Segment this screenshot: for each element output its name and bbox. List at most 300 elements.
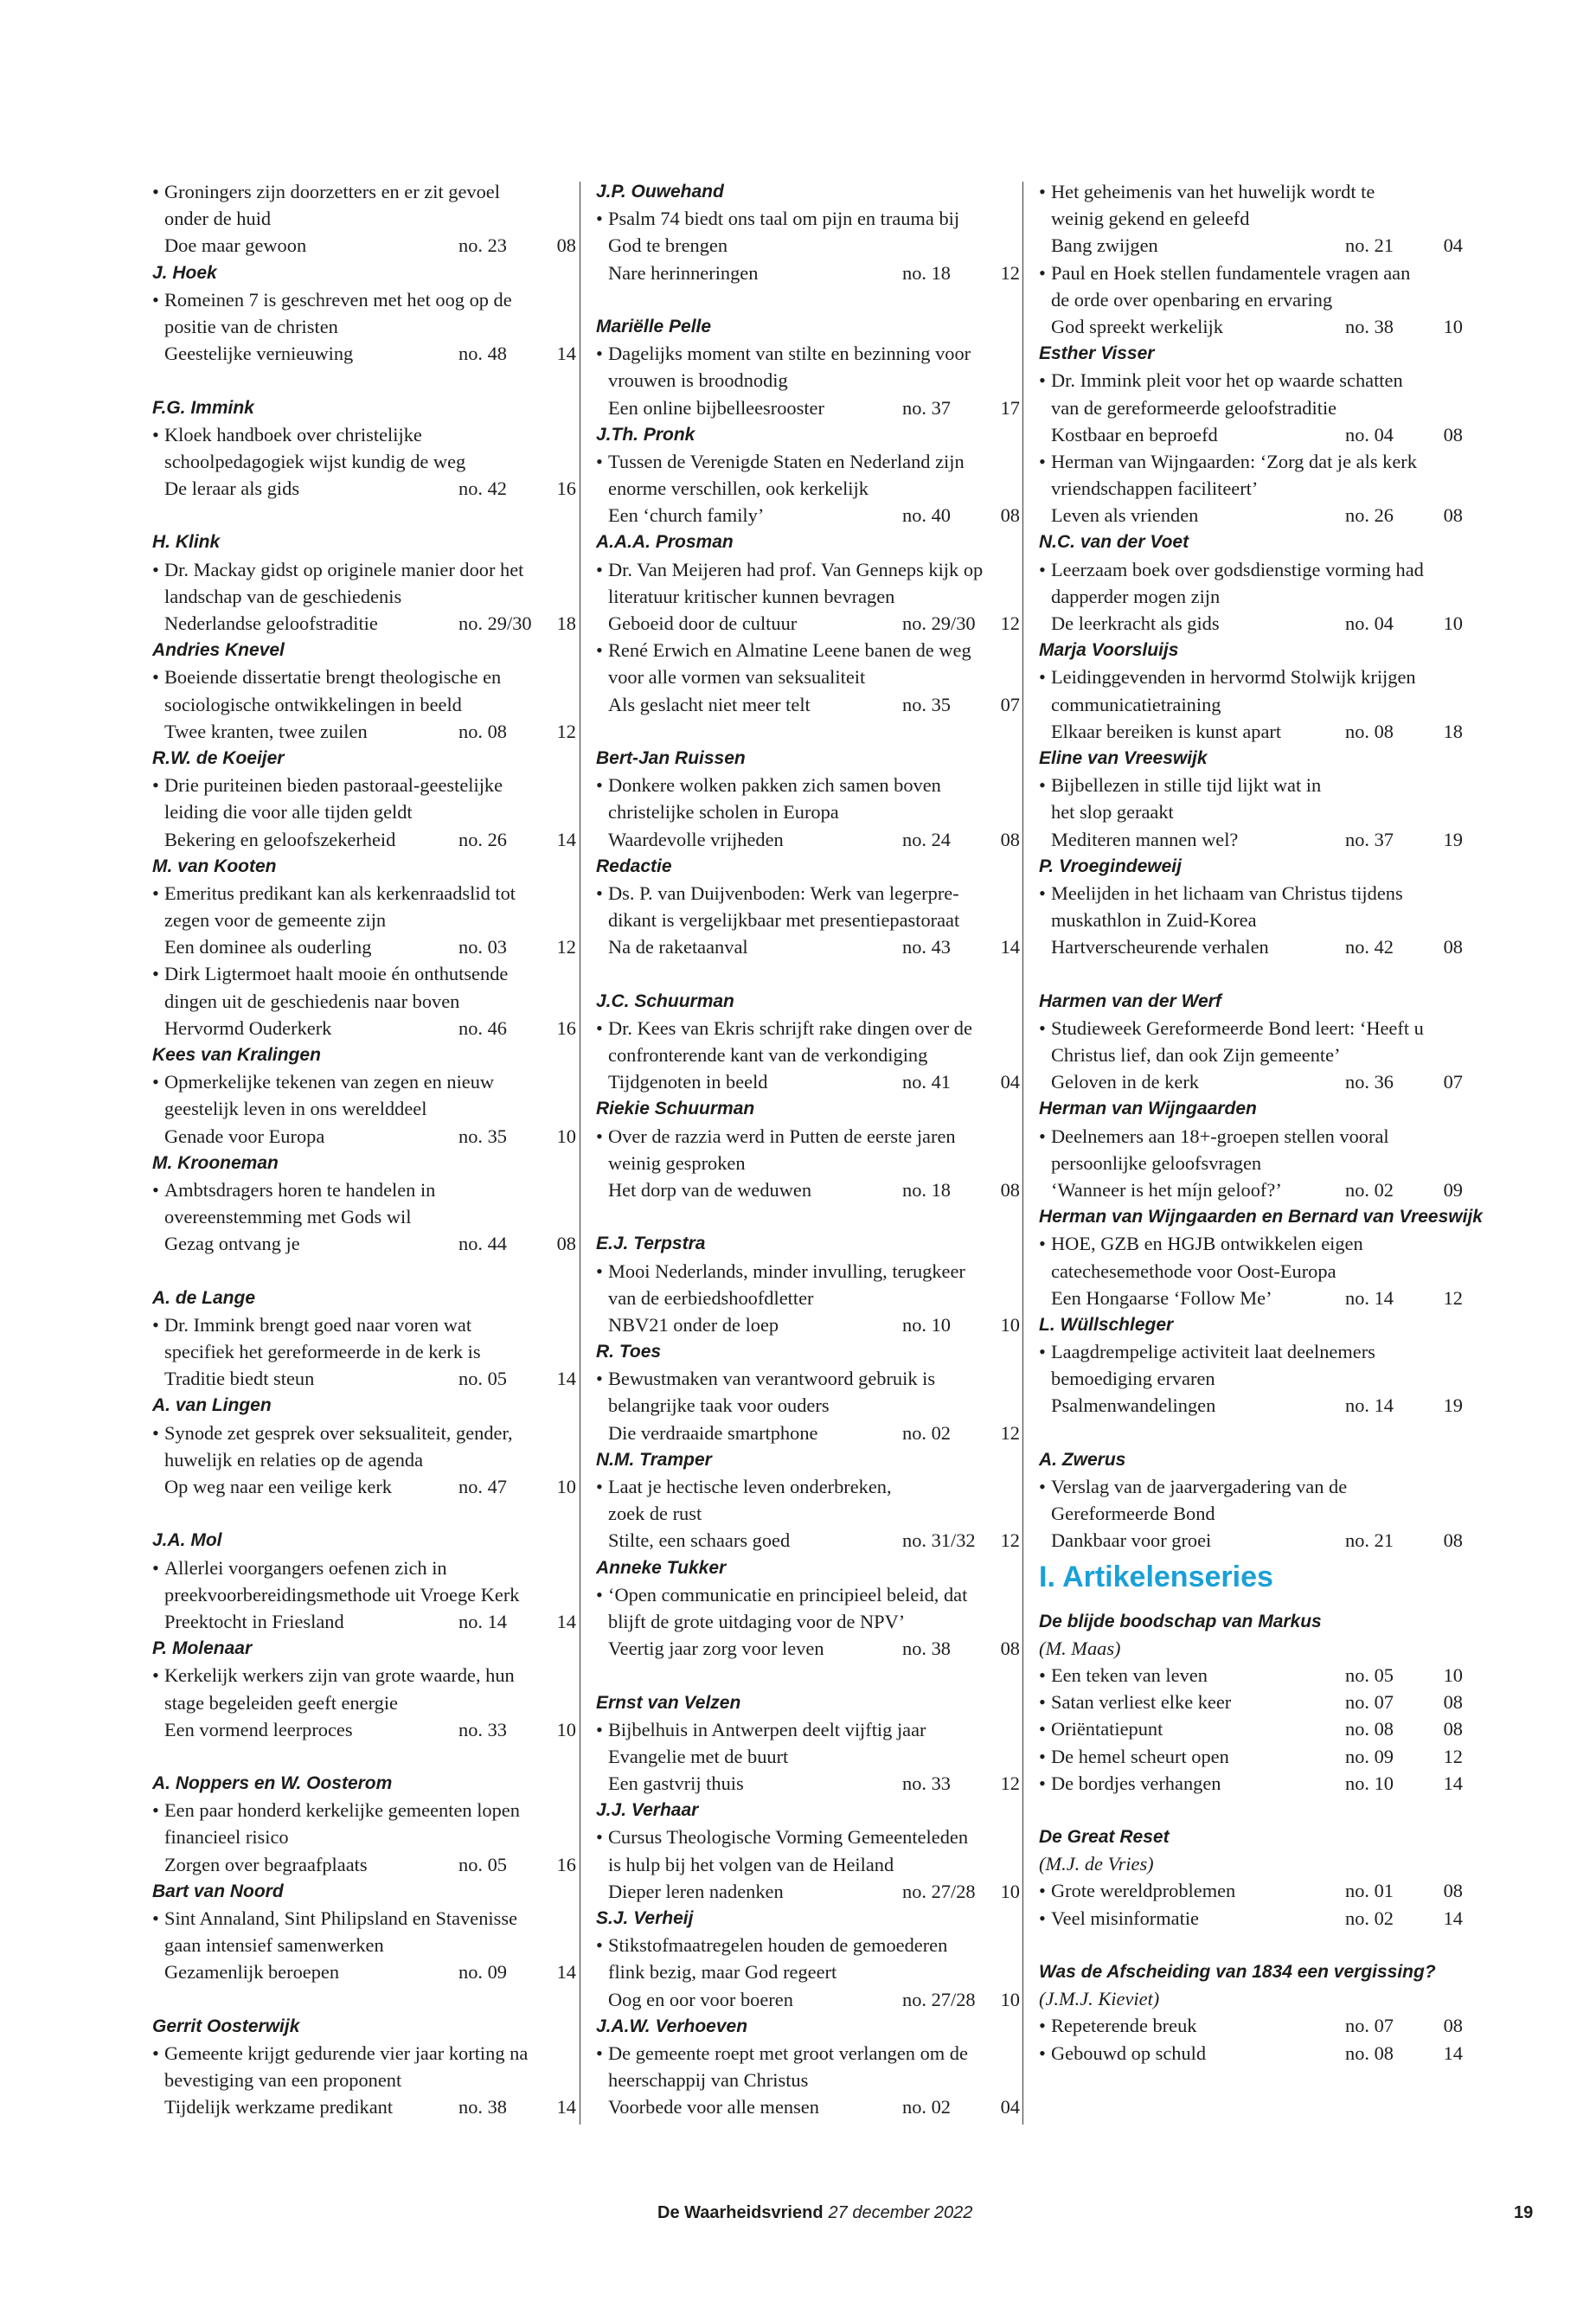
- bullet-icon: •: [596, 1718, 603, 1740]
- author-name: Esther Visser: [1039, 343, 1155, 364]
- entry-title: Waardevolle vrijheden: [608, 828, 784, 850]
- entry-title: Een Hongaarse ‘Follow Me’: [1051, 1286, 1272, 1309]
- issue-number: no. 07: [1345, 2015, 1394, 2037]
- spacer: [1039, 960, 1463, 987]
- author-name: Anneke Tukker: [596, 1557, 727, 1578]
- entry-reference: [1039, 610, 1463, 637]
- page-number-ref: 07: [1443, 1071, 1463, 1093]
- entry-reference: [1039, 1392, 1463, 1419]
- entry-title: Een online bijbelleesrooster: [608, 396, 824, 419]
- entry-title: Nederlandse geloofstraditie: [164, 612, 378, 634]
- bullet-icon: •: [1039, 1476, 1046, 1497]
- entry-description: [1039, 286, 1463, 313]
- description-text: positie van de christen: [164, 315, 338, 337]
- entry-title: Bang zwijgen: [1051, 234, 1158, 257]
- page-number-ref: 08: [1443, 423, 1463, 445]
- entry-reference: [596, 826, 1020, 853]
- entry-description: [152, 1797, 576, 1823]
- issue-number: no. 31/32: [902, 1529, 976, 1552]
- page-number-ref: 12: [556, 936, 576, 958]
- description-text: Romeinen 7 is geschreven met het oog op de: [164, 288, 512, 311]
- bullet-icon: •: [152, 1421, 159, 1444]
- description-text: gaan intensief samenwerken: [164, 1934, 384, 1957]
- entry-reference: [152, 1473, 576, 1500]
- description-text: Mooi Nederlands, minder invulling, terugkeer: [608, 1259, 965, 1282]
- entry-description: [152, 1420, 576, 1446]
- entry-title: Geloven in de kerk: [1051, 1071, 1199, 1093]
- page-number-ref: 10: [1443, 315, 1463, 337]
- bullet-icon: •: [1039, 881, 1046, 904]
- description-text: Gereformeerde Bond: [1051, 1503, 1215, 1525]
- entry-description: [596, 1015, 1020, 1042]
- entry-description: [152, 313, 576, 340]
- entry-title: Nare herinneringen: [608, 261, 759, 284]
- description-text: Laagdrempelige activiteit laat deelnemers: [1051, 1341, 1375, 1363]
- entry-description: [152, 583, 576, 610]
- index-entry: [596, 178, 1020, 313]
- index-entry: [596, 1446, 1020, 1554]
- page-number-ref: 08: [1443, 2015, 1463, 2037]
- bullet-icon: •: [1039, 1233, 1046, 1255]
- issue-number: no. 04: [1345, 612, 1394, 634]
- issue-number: no. 38: [458, 2096, 507, 2118]
- entry-reference: [152, 1123, 576, 1150]
- bullet-icon: •: [1039, 666, 1046, 689]
- entry-description: [152, 1823, 576, 1850]
- entry-title: NBV21 onder de loep: [608, 1313, 779, 1336]
- description-text: Bijbelhuis in Antwerpen deelt vijftig jaar: [608, 1718, 926, 1740]
- entry-reference: [152, 826, 576, 853]
- description-text: Een paar honderd kerkelijke gemeenten lopen: [164, 1799, 520, 1822]
- description-text: Stikstofmaatregelen houden de gemoederen: [608, 1934, 948, 1957]
- entry-reference: [1039, 1527, 1463, 1554]
- author-name: A. Zwerus: [1039, 1449, 1126, 1470]
- bullet-icon: •: [1039, 558, 1046, 580]
- entry-description: [152, 1068, 576, 1095]
- entry-title: Een ‘church family’: [608, 504, 765, 527]
- author-name: Riekie Schuurman: [596, 1099, 755, 1119]
- series-item-label: Een teken van leven: [1051, 1663, 1208, 1686]
- description-text: Psalm 74 biedt ons taal om pijn en trauma bij: [608, 208, 960, 230]
- entry-reference: [152, 1365, 576, 1392]
- issue-number: no. 38: [902, 1638, 951, 1660]
- entry-description: [1039, 583, 1463, 610]
- entry-reference: [1039, 1176, 1463, 1203]
- entry-description: [1039, 691, 1463, 718]
- index-entry: [596, 745, 1020, 853]
- index-entry: [1039, 260, 1463, 341]
- index-entry: [152, 1042, 576, 1150]
- entry-title: Na de raketaanval: [608, 936, 748, 958]
- bullet-icon: •: [596, 881, 603, 904]
- bullet-icon: •: [152, 288, 159, 311]
- entry-description: [1039, 1123, 1463, 1150]
- entry-reference: [596, 260, 1020, 286]
- entry-title: Leven als vrienden: [1051, 504, 1199, 527]
- issue-number: no. 26: [458, 828, 507, 850]
- issue-number: no. 08: [458, 720, 507, 742]
- index-entry: [152, 853, 576, 961]
- entry-reference: [596, 610, 1020, 637]
- page-number-ref: 08: [1000, 1638, 1020, 1660]
- entry-description: [152, 178, 576, 205]
- entry-description: [596, 1150, 1020, 1176]
- spacer: [596, 1203, 1020, 1230]
- entry-description: [152, 907, 576, 933]
- author-name: J.C. Schuurman: [596, 990, 734, 1011]
- issue-number: no. 24: [902, 828, 951, 850]
- issue-number: no. 08: [1345, 720, 1394, 742]
- bullet-icon: •: [152, 1907, 159, 1929]
- page-footer: [657, 2203, 972, 2223]
- issue-number: no. 48: [458, 343, 507, 365]
- issue-number: no. 29/30: [902, 612, 976, 634]
- entry-title: Een gastvrij thuis: [608, 1772, 744, 1795]
- issue-number: no. 02: [902, 1421, 951, 1444]
- entry-description: [152, 772, 576, 798]
- page-number-ref: 08: [1443, 1691, 1463, 1714]
- entry-description: [152, 1905, 576, 1932]
- entry-reference: [1039, 313, 1463, 340]
- description-text: Leidinggevenden in hervormd Stolwijk krijgen: [1051, 666, 1416, 689]
- issue-number: no. 14: [458, 1610, 507, 1632]
- entry-description: [596, 475, 1020, 502]
- bullet-icon: •: [1039, 181, 1046, 202]
- page-number-ref: 08: [1443, 936, 1463, 958]
- index-entry: [152, 960, 576, 1042]
- issue-number: no. 38: [1345, 315, 1394, 337]
- author-name: R. Toes: [596, 1342, 662, 1362]
- index-entry: [152, 1635, 576, 1770]
- issue-number: no. 18: [902, 1178, 951, 1201]
- page-number-ref: 10: [1000, 1988, 1020, 2010]
- bullet-icon: •: [596, 1125, 603, 1147]
- entry-title: Veertig jaar zorg voor leven: [608, 1638, 824, 1660]
- entry-description: [152, 1554, 576, 1581]
- page-number-ref: 08: [556, 1233, 576, 1255]
- description-text: Meelijden in het lichaam van Christus tijdens: [1051, 881, 1403, 904]
- description-text: van de eerbiedshoofdletter: [608, 1286, 814, 1309]
- entry-description: [596, 1258, 1020, 1285]
- entry-title: Als geslacht niet meer telt: [608, 693, 811, 715]
- entry-description: [152, 556, 576, 583]
- author-name: M. Krooneman: [152, 1152, 279, 1173]
- series-author: (J.M.J. Kieviet): [1039, 1988, 1160, 2010]
- bullet-icon: •: [1039, 2015, 1046, 2037]
- index-entry: [1039, 448, 1463, 529]
- entry-title: Psalmenwandelingen: [1051, 1394, 1216, 1417]
- entry-description: [152, 988, 576, 1015]
- entry-description: [152, 1176, 576, 1203]
- entry-description: [152, 1662, 576, 1689]
- spacer: [152, 1743, 576, 1770]
- issue-number: no. 14: [1345, 1394, 1394, 1417]
- entry-description: [596, 1958, 1020, 1985]
- author-name: A. de Lange: [152, 1287, 256, 1308]
- series-item-label: De hemel scheurt open: [1051, 1745, 1229, 1767]
- entry-reference: [1039, 933, 1463, 960]
- entry-reference: [152, 1015, 576, 1042]
- description-text: Allerlei voorgangers oefenen zich in: [164, 1556, 447, 1579]
- description-text: voor alle vormen van seksualiteit: [608, 666, 866, 689]
- entry-title: Tijdelijk werkzame predikant: [164, 2096, 394, 2118]
- entry-reference: [596, 1420, 1020, 1446]
- bullet-icon: •: [152, 2041, 159, 2064]
- bullet-icon: •: [1039, 774, 1046, 797]
- description-text: Deelnemers aan 18+-groepen stellen vooral: [1051, 1125, 1389, 1147]
- page-number-ref: 18: [556, 612, 576, 634]
- author-name: M. van Kooten: [152, 856, 277, 876]
- index-entry: [596, 1797, 1020, 1905]
- index-entry: [1039, 1095, 1463, 1203]
- index-entry: [596, 2013, 1020, 2121]
- bullet-icon: •: [596, 1583, 603, 1606]
- entry-title: God spreekt werkelijk: [1051, 315, 1223, 337]
- issue-number: no. 14: [1345, 1286, 1394, 1309]
- series-item: [1039, 1662, 1463, 1689]
- series-title: De blijde boodschap van Markus: [1039, 1611, 1322, 1631]
- description-text: Evangelie met de buurt: [608, 1745, 789, 1767]
- spacer: [152, 1986, 576, 2013]
- series-item: [1039, 2012, 1463, 2039]
- index-entry: [596, 853, 1020, 988]
- entry-title: Traditie biedt steun: [164, 1368, 315, 1390]
- page-number-ref: 12: [1000, 1421, 1020, 1444]
- entry-title: De leraar als gids: [164, 478, 300, 500]
- entry-description: [152, 663, 576, 690]
- page-number-ref: 14: [1443, 1907, 1463, 1929]
- description-text: specifiek het gereformeerde in de kerk is: [164, 1341, 481, 1363]
- description-text: De gemeente roept met groot verlangen om de: [608, 2041, 968, 2064]
- bullet-icon: •: [1039, 2041, 1046, 2064]
- entry-title: Zorgen over begraafplaats: [164, 1853, 368, 1875]
- index-column-3: [1039, 178, 1483, 2067]
- page-number-ref: 12: [1000, 1529, 1020, 1552]
- page-number-ref: 10: [1000, 1880, 1020, 1902]
- author-name: J.Th. Pronk: [596, 424, 695, 445]
- page-number-ref: 12: [1000, 612, 1020, 634]
- index-entry: [596, 529, 1020, 637]
- entry-reference: [596, 394, 1020, 421]
- issue-number: no. 01: [1345, 1880, 1394, 1902]
- entry-reference: [596, 1527, 1020, 1554]
- bullet-icon: •: [596, 1016, 603, 1039]
- entry-description: [596, 448, 1020, 475]
- bullet-icon: •: [596, 343, 603, 365]
- entry-reference: [152, 1716, 576, 1743]
- page-number-ref: 08: [1000, 828, 1020, 850]
- entry-reference: [596, 2093, 1020, 2120]
- description-text: persoonlijke geloofsvragen: [1051, 1151, 1262, 1174]
- index-entry: [152, 260, 576, 394]
- entry-description: [1039, 907, 1463, 933]
- entry-title: Gezag ontvang je: [164, 1233, 300, 1255]
- entry-description: [152, 880, 576, 907]
- index-entry: [152, 1770, 576, 1878]
- entry-title: Genade voor Europa: [164, 1125, 325, 1147]
- entry-reference: [152, 2093, 576, 2120]
- entry-description: [152, 960, 576, 987]
- description-text: Het geheimenis van het huwelijk wordt te: [1051, 181, 1375, 202]
- entry-title: De leerkracht als gids: [1051, 612, 1220, 634]
- bullet-icon: •: [596, 558, 603, 580]
- bullet-icon: •: [596, 774, 603, 797]
- index-entry: [596, 1230, 1020, 1338]
- page-number: 19: [1514, 2203, 1534, 2222]
- bullet-icon: •: [1039, 1907, 1046, 1929]
- index-entry: [1039, 637, 1463, 745]
- issue-number: no. 42: [458, 478, 507, 500]
- description-text: communicatietraining: [1051, 693, 1221, 715]
- page-number-ref: 12: [1000, 261, 1020, 284]
- entry-title: Dieper leren nadenken: [608, 1880, 784, 1902]
- author-name: E.J. Terpstra: [596, 1234, 706, 1254]
- author-name: J.P. Ouwehand: [596, 182, 724, 202]
- issue-number: no. 26: [1345, 504, 1394, 527]
- entry-description: [596, 205, 1020, 232]
- author-name: A.A.A. Prosman: [596, 532, 734, 553]
- issue-number: no. 43: [902, 936, 951, 958]
- entry-title: Hervormd Ouderkerk: [164, 1016, 332, 1039]
- entry-description: [152, 286, 576, 313]
- bullet-icon: •: [152, 963, 159, 985]
- entry-title: Oog en oor voor boeren: [608, 1988, 793, 2010]
- author-name: J.A. Mol: [152, 1530, 222, 1551]
- entry-reference: [1039, 421, 1463, 448]
- index-entry: [1039, 988, 1463, 1096]
- description-text: dikant is vergelijkbaar met presentiepastoraat: [608, 909, 960, 932]
- bullet-icon: •: [1039, 1341, 1046, 1363]
- bullet-icon: •: [152, 1664, 159, 1687]
- description-text: confronterende kant van de verkondiging: [608, 1044, 928, 1066]
- description-text: literatuur kritischer kunnen bevragen: [608, 585, 895, 607]
- description-text: muskathlon in Zuid-Korea: [1051, 909, 1257, 932]
- issue-number: no. 04: [1345, 423, 1394, 445]
- entry-description: [596, 1473, 1020, 1500]
- description-text: Tussen de Verenigde Staten en Nederland zijn: [608, 450, 965, 472]
- description-text: bevestiging van een proponent: [164, 2069, 402, 2092]
- description-text: is hulp bij het volgen van de Heiland: [608, 1853, 894, 1875]
- index-entry: [596, 421, 1020, 529]
- spacer: [152, 502, 576, 529]
- description-text: Over de razzia werd in Putten de eerste jaren: [608, 1125, 956, 1147]
- series-heading: I. Artikelenseries: [1039, 1560, 1273, 1593]
- entry-reference: [596, 1176, 1020, 1203]
- description-text: Kloek handboek over christelijke: [164, 423, 422, 445]
- bullet-icon: •: [152, 1313, 159, 1336]
- issue-number: no. 42: [1345, 936, 1394, 958]
- index-entry: [1039, 340, 1463, 448]
- page-number-ref: 17: [1000, 396, 1020, 419]
- issue-number: no. 36: [1345, 1071, 1394, 1093]
- description-text: René Erwich en Almatine Leene banen de weg: [608, 639, 971, 662]
- entry-description: [1039, 1150, 1463, 1176]
- index-column-2: [596, 178, 1020, 2121]
- bullet-icon: •: [596, 639, 603, 662]
- author-name: N.C. van der Voet: [1039, 532, 1189, 553]
- issue-number: no. 40: [902, 504, 951, 527]
- entry-description: [1039, 663, 1463, 690]
- description-text: Studieweek Gereformeerde Bond leert: ‘Heeft u: [1051, 1016, 1424, 1039]
- issue-number: no. 10: [902, 1313, 951, 1336]
- entry-description: [1039, 1230, 1463, 1257]
- entry-title: Dankbaar voor groei: [1051, 1529, 1212, 1552]
- entry-description: [152, 421, 576, 448]
- index-entry: [596, 988, 1020, 1096]
- author-name: Kees van Kralingen: [152, 1045, 321, 1065]
- entry-reference: [1039, 232, 1463, 259]
- series-author: (M. Maas): [1039, 1637, 1121, 1659]
- page-number-ref: 04: [1000, 1071, 1020, 1093]
- author-name: F.G. Immink: [152, 397, 254, 418]
- description-text: Dr. Van Meijeren had prof. Van Genneps kijk op: [608, 558, 984, 580]
- page-number-ref: 10: [556, 1718, 576, 1740]
- author-name: L. Wüllschleger: [1039, 1314, 1174, 1335]
- bullet-icon: •: [152, 1071, 159, 1093]
- bullet-icon: •: [152, 1178, 159, 1201]
- bullet-icon: •: [596, 1934, 603, 1957]
- page-number-ref: 04: [1443, 234, 1463, 257]
- issue-number: no. 21: [1345, 1529, 1394, 1552]
- spacer: [596, 718, 1020, 745]
- entry-description: [152, 1446, 576, 1473]
- entry-reference: [152, 610, 576, 637]
- series-item-label: Oriëntatiepunt: [1051, 1718, 1163, 1740]
- description-text: Synode zet gesprek over seksualiteit, gender,: [164, 1421, 513, 1444]
- description-text: weinig gesproken: [608, 1151, 746, 1174]
- entry-title: Geboeid door de cultuur: [608, 612, 798, 634]
- description-text: landschap van de geschiedenis: [164, 585, 402, 607]
- issue-number: no. 08: [1345, 1718, 1394, 1740]
- entry-description: [596, 367, 1020, 394]
- description-text: HOE, GZB en HGJB ontwikkelen eigen: [1051, 1233, 1363, 1255]
- index-entry: [1039, 1203, 1483, 1311]
- entry-reference: [596, 933, 1020, 960]
- index-entry: [152, 529, 576, 637]
- index-entry: [1039, 529, 1463, 637]
- series-title: De Great Reset: [1039, 1827, 1170, 1848]
- entry-reference: [152, 933, 576, 960]
- entry-reference: [1039, 718, 1463, 745]
- author-name: Ernst van Velzen: [596, 1692, 741, 1713]
- bullet-icon: •: [1039, 1718, 1046, 1740]
- page-number-ref: 18: [1443, 720, 1463, 742]
- entry-description: [596, 1851, 1020, 1878]
- page-number-ref: 10: [556, 1476, 576, 1497]
- description-text: blijft de grote uitdaging voor de NPV’: [608, 1610, 906, 1632]
- index-entry: [152, 1878, 576, 2013]
- entry-description: [596, 1608, 1020, 1635]
- index-entry: [152, 1527, 576, 1635]
- entry-title: Tijdgenoten in beeld: [608, 1071, 768, 1093]
- entry-reference: [152, 475, 576, 502]
- page-number-ref: 12: [1000, 1772, 1020, 1795]
- description-text: ‘Open communicatie en principieel beleid, dat: [608, 1583, 968, 1606]
- issue-number: no. 33: [458, 1718, 507, 1740]
- index-entry: [1039, 1311, 1463, 1446]
- entry-reference: [596, 1311, 1020, 1338]
- issue-number: no. 37: [902, 396, 951, 419]
- entry-reference: [152, 1851, 576, 1878]
- series-item: [1039, 1905, 1463, 1932]
- bullet-icon: •: [596, 1826, 603, 1849]
- author-name: J. Hoek: [152, 262, 217, 283]
- description-text: Dr. Mackay gidst op originele manier door het: [164, 558, 524, 580]
- author-name: Herman van Wijngaarden: [1039, 1099, 1257, 1119]
- author-name: Eline van Vreeswijk: [1039, 747, 1208, 768]
- description-text: huwelijk en relaties op de agenda: [164, 1448, 424, 1471]
- author-name: Bart van Noord: [152, 1881, 284, 1901]
